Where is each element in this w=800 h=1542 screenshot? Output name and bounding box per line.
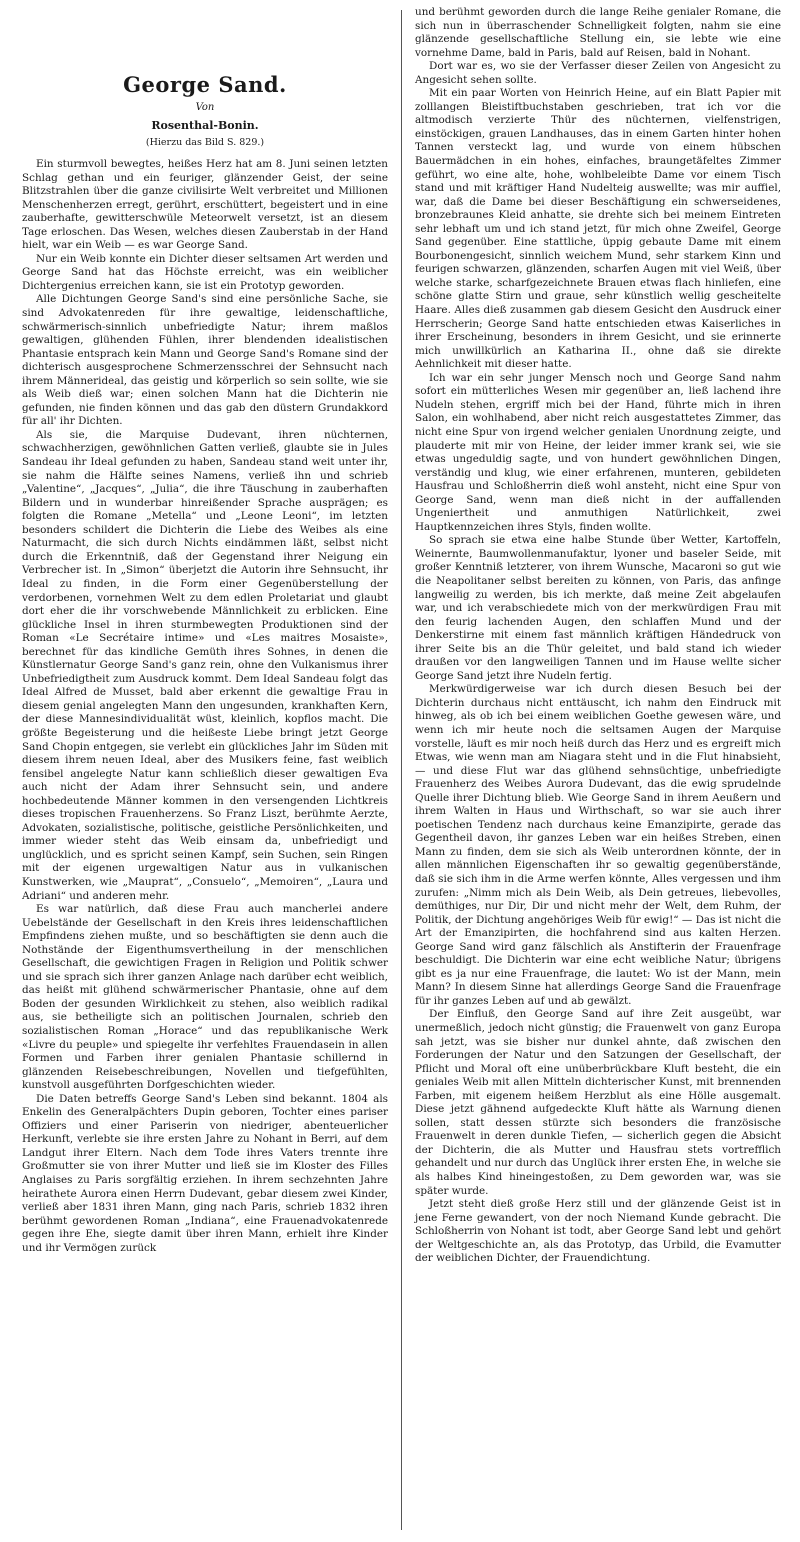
image-reference-note: (Hierzu das Bild S. 829.) [145, 137, 265, 148]
right-column [415, 6, 781, 1266]
paragraph: Es war natürlich, daß diese Frau auch mancherlei andere Uebelstände der Gesellschaft in den Kreis ihres leidenschaftlichen Empfindens ziehen mußte, und so beschäftigten sie denn auch die Nothstände der Eigenthumsvertheilung in der menschlichen Gesellschaft, die gewichtigen Fragen in Religion und Politik schwer und sie sprach sich ihrer ganzen Anlage nach darüber echt weiblich, das heißt mit glühend schwärmerischer Phantasie, ohne auf dem Boden der gesunden Wirklichkeit zu stehen, also weiblich radikal aus, sie betheiligte sich an politischen Journalen, schrieb den sozialistischen Roman „Horace“ und das republikanische Werk «Livre du peuple» und spiegelte ihr verfehltes Frauendasein in allen Formen und Farben ihrer genialen Phantasie schillernd in glänzenden Reisebeschreibungen, Novellen und tiefgefühlten, kunstvoll ausgeführten Dorfgeschichten wieder. [22, 903, 388, 1092]
byline-von: Von [195, 102, 215, 113]
column-divider [401, 10, 402, 1530]
paragraph: Mit ein paar Worten von Heinrich Heine, auf ein Blatt Papier mit zolllangen Bleistiftbuchstaben geschrieben, trat ich vor die altmodisch verzierte Thür des nüchternen, vielfenstrigen, einstöckigen, grauen Landhauses, das in einem Garten hinter hohen Tannen versteckt lag, und wurde von einem hübschen Bauermädchen in ein hohes, einfaches, braungetäfeltes Zimmer geführt, wo eine alte, hohe, wohlbeleibte Dame vor einem Tisch stand und mit kräftiger Hand Nudelteig auswellte; was mir auffiel, war, daß die Dame bei dieser Beschäftigung ein schwerseidenes, bronzebraunes Kleid anhatte, sie drehte sich bei meinem Eintreten sehr lebhaft um und ich stand jetzt, für mich ohne Zweifel, George Sand gegenüber. Eine stattliche, üppig gebaute Dame mit einem Bourbonengesicht, sinnlich weichem Mund, sehr starkem Kinn und feurigen schwarzen, glänzenden, scharfen Augen mit viel Weiß, über welche starke, scharfgezeichnete Brauen etwas flach hinliefen, eine schöne glatte Stirn und graue, sehr künstlich wellig gescheitelte Haare. Alles dieß zusammen gab diesem Gesicht den Ausdruck einer Herrscherin; George Sand hatte entschieden etwas Kaiserliches in ihrer Erscheinung, besonders in ihrem Gesicht, und sie erinnerte mich unwillkürlich an Katharina II., ohne daß sie direkte Aehnlichkeit mit dieser hatte. [415, 87, 781, 371]
left-column [22, 158, 388, 1255]
paragraph: Nur ein Weib konnte ein Dichter dieser seltsamen Art werden und George Sand hat das Höchste erreicht, was ein weiblicher Dichtergenius erreichen kann, sie ist ein Prototyp geworden. [22, 252, 388, 292]
paragraph: Dort war es, wo sie der Verfasser dieser Zeilen von Angesicht zu Angesicht sehen sollte. [415, 60, 781, 86]
paragraph: Der Einfluß, den George Sand auf ihre Zeit ausgeübt, war unermeßlich, jedoch nicht günstig; die Frauenwelt von ganz Europa sah jetzt, was sie bisher nur dunkel ahnte, daß zwischen den Forderungen der Natur und den Satzungen der Gesellschaft, der Pflicht und Moral oft eine unüberbrückbare Kluft besteht, die ein geniales Weib mit allen Mitteln dichterischer Kunst, mit brennenden Farben, mit eigenem heißem Herzblut als eine Hölle ausgemalt. Diese jetzt gähnend aufgedeckte Kluft hätte als Warnung dienen sollen, statt dessen stürzte sich besonders die französische Frauenwelt in deren dunkle Tiefen, — sicherlich gegen die Absicht der Dichterin, die als Mutter und Hausfrau stets vortrefflich gehandelt und nur durch das Unglück ihrer ersten Ehe, in welche sie als halbes Kind hineingestoßen, zu Dem geworden war, was sie später wurde. [415, 1008, 781, 1197]
article-title: George Sand. [123, 72, 287, 97]
paragraph: So sprach sie etwa eine halbe Stunde über Wetter, Kartoffeln, Weinernte, Baumwollenmanufaktur, lyoner und baseler Seide, mit großer Kenntniß letzterer, von ihrem Wunsche, Macaroni so gut wie die Neapolitaner selbst bereiten zu können, von Paris, das anfinge langweilig zu werden, bis ich merkte, daß meine Zeit abgelaufen war, und ich verabschiedete mich von der merkwürdigen Frau mit den feurig lachenden Augen, den schlaffen Mund und der Denkerstirne mit einem fast männlich kräftigen Händedruck von ihrer Seite bis an die Thür geleitet, und bald stand ich wieder draußen vor den langweiligen Tannen und im Hause wellte sicher George Sand jetzt ihre Nudeln fertig. [415, 534, 781, 682]
paragraph: Die Daten betreffs George Sand's Leben sind bekannt. 1804 als Enkelin des Generalpächters Dupin geboren, Tochter eines pariser Offiziers und einer Pariserin von niedriger, abenteuerlicher Herkunft, verlebte sie ihre ersten Jahre zu Nohant in Berri, auf dem Landgut ihrer Eltern. Nach dem Tode ihres Vaters trennte ihre Großmutter sie von ihrer Mutter und ließ sie im Kloster des Filles Anglaises zu Paris sorgfältig erziehen. In ihrem sechzehnten Jahre heirathete Aurora einen Herrn Dudevant, gebar diesem zwei Kinder, verließ aber 1831 ihren Mann, ging nach Paris, schrieb 1832 ihren berühmt gewordenen Roman „Indiana“, eine Frauenadvokatenrede gegen ihre Ehe, siegte damit über ihren Mann, erhielt ihre Kinder und ihr Vermögen zurück [22, 1092, 388, 1254]
paragraph: Alle Dichtungen George Sand's sind eine persönliche Sache, sie sind Advokatenreden für ihre gewaltige, leidenschaftliche, schwärmerisch-sinnlich unbefriedigte Natur; ihrem maßlos gewaltigen, glühenden Fühlen, ihrer blendenden idealistischen Phantasie entsprach kein Mann und George Sand's Romane sind der dichterisch ausgesprochene Schmerzensschrei der Sehnsucht nach ihrem Männerideal, das geistig und körperlich so sein sollte, wie sie als Weib dieß war; einen solchen Mann hat die Dichterin nie gefunden, nie finden können und das gab den düstern Grundakkord für all' ihr Dichten. [22, 293, 388, 428]
paragraph: Ein sturmvoll bewegtes, heißes Herz hat am 8. Juni seinen letzten Schlag gethan und ein feuriger, glänzender Geist, der seine Blitzstrahlen über die ganze civilisirte Welt verbreitet und Millionen Menschenherzen erregt, gerührt, erschüttert, begeistert und in eine zauberhafte, gewitterschwüle Meteorwelt versetzt, ist an diesem Tage erloschen. Das Wesen, welches diesen Zauberstab in der Hand hielt, war ein Weib — es war George Sand. [22, 158, 388, 252]
paragraph: Jetzt steht dieß große Herz still und der glänzende Geist ist in jene Ferne gewandert, von der noch Niemand Kunde gebracht. Die Schloßherrin von Nohant ist todt, aber George Sand lebt und gehört der Weltgeschichte an, als das Prototyp, das Urbild, die Evamutter der weiblichen Dichter, der Frauendichtung. [415, 1198, 781, 1265]
paragraph: Als sie, die Marquise Dudevant, ihren nüchternen, schwachherzigen, gewöhnlichen Gatten verließ, glaubte sie in Jules Sandeau ihr Ideal gefunden zu haben, Sandeau stand weit unter ihr, sie nahm die Hälfte seines Namens, verließ ihn und schrieb „Valentine“, „Jacques“, „Julia“, die ihre Täuschung in zauberhaften Bildern und in wunderbar hinreißender Sprache ausprägen; es folgten die Romane „Metella“ und „Leone Leoni“, im letzten besonders schildert die Dichterin die Liebe des Weibes als eine Naturmacht, die sich durch Nichts eindämmen läßt, selbst nicht durch die Erkenntniß, daß der Gegenstand ihrer Neigung ein Verbrecher ist. In „Simon“ überjetzt die Autorin ihre Sehnsucht, ihr Ideal zu finden, in die Form einer Gegenüberstellung der verdorbenen, vornehmen Welt zu dem edlen Proletariat und glaubt dort eher die ihr vorschwebende Männlichkeit zu erblicken. Eine glückliche Insel in ihren sturmbewegten Produktionen sind der Roman «Le Secrétaire intime» und «Les maitres Mosaiste», berechnet für das kindliche Gemüth ihres Sohnes, in denen die Künstlernatur George Sand's ganz rein, ohne den Vulkanismus ihrer Unbefriedigtheit zum Ausdruck kommt. Dem Ideal Sandeau folgt das Ideal Alfred de Musset, bald aber erkennt die gewaltige Frau in diesem genial angelegten Mann den ungesunden, krankhaften Kern, der diese Mannesindividualität wüst, kleinlich, kopflos macht. Die größte Begeisterung und die heißeste Liebe bringt jetzt George Sand Chopin entgegen, sie verlebt ein glückliches Jahr im Süden mit diesem ihrem neuen Ideal, aber des Musikers feine, fast weiblich fensibel angelegte Natur kann schließlich dieser gewaltigen Eva auch nicht der Adam ihrer Sehnsucht sein, und andere hochbedeutende Männer kommen in den versengenden Lichtkreis dieses tropischen Frauenherzens. So Franz Liszt, berühmte Aerzte, Advokaten, sozialistische, politische, geistliche Persönlichkeiten, und immer wieder steht das Weib einsam da, unbefriedigt und unglücklich, und es spricht seinen Kampf, sein Suchen, sein Ringen mit der eigenen urgewaltigen Natur aus in vulkanischen Kunstwerken, wie „Mauprat“, „Consuelo“, „Memoiren“, „Laura und Adriani“ und anderen mehr. [22, 428, 388, 902]
paragraph: Merkwürdigerweise war ich durch diesen Besuch bei der Dichterin durchaus nicht enttäuscht, ich nahm den Eindruck mit hinweg, als ob ich bei einem weiblichen Goethe gewesen wäre, und wenn ich mir heute noch die seltsamen Augen der Marquise vorstelle, läuft es mir noch heiß durch das Herz und es ergreift mich Etwas, wie wenn man am Niagara steht und in die Flut hinabsieht, — und diese Flut war das glühend sehnsüchtige, unbefriedigte Frauenherz des Weibes Aurora Dudevant, das die ewig sprudelnde Quelle ihrer Dichtung blieb. Wie George Sand in ihrem Aeußern und ihrem Walten in Haus und Wirthschaft, so war sie auch ihrer poetischen Tendenz nach durchaus keine Emanzipirte, gerade das Gegentheil davon, ihr ganzes Leben war ein heißes Streben, einen Mann zu finden, dem sie sich als Weib unterordnen könnte, der in allen männlichen Eigenschaften ihr so gewaltig gegenüberstände, daß sie sich ihm in die Arme werfen könnte, Alles vergessen und ihm zurufen: „Nimm mich als Dein Weib, als Dein getreues, liebevolles, demüthiges, nur Dir, Dir und nicht mehr der Welt, dem Ruhm, der Politik, der Dichtung angehöriges Weib für ewig!“ — Das ist nicht die Art der Emanzipirten, die hochfahrend sind aus kalten Herzen. George Sand wird ganz fälschlich als Anstifterin der Frauenfrage beschuldigt. Die Dichterin war eine echt weibliche Natur; übrigens gibt es ja nur eine Frauenfrage, die lautet: Wo ist der Mann, mein Mann? In diesem Sinne hat allerdings George Sand die Frauenfrage für ihr ganzes Leben auf und ab gewälzt. [415, 683, 781, 1007]
byline-author: Rosenthal-Bonin. [151, 119, 259, 132]
paragraph: Ich war ein sehr junger Mensch noch und George Sand nahm sofort ein mütterliches Wesen mir gegenüber an, ließ lachend ihre Nudeln stehen, ergriff mich bei der Hand, führte mich in ihren Salon, ein wohlhabend, aber nicht reich ausgestattetes Zimmer, das nicht eine Spur von irgend welcher genialen Unordnung zeigte, und plauderte mit mir von Heine, der leider immer krank sei, wie sie etwas ungeduldig sagte, und von hundert gewöhnlichen Dingen, verständig und klug, wie einer erfahrenen, munteren, gebildeten Hausfrau und Schloßherrin dieß wohl ansteht, nicht eine Spur von George Sand, wenn man dieß nicht in der auffallenden Ungeniertheit und anmuthigen Natürlichkeit, zwei Hauptkennzeichen ihres Styls, finden wollte. [415, 371, 781, 533]
paragraph: und berühmt geworden durch die lange Reihe genialer Romane, die sich nun in überraschender Schnelligkeit folgten, nahm sie eine glänzende gesellschaftliche Stellung ein, sie lebte wie eine vornehme Dame, bald in Paris, bald auf Reisen, bald in Nohant. [415, 6, 781, 59]
